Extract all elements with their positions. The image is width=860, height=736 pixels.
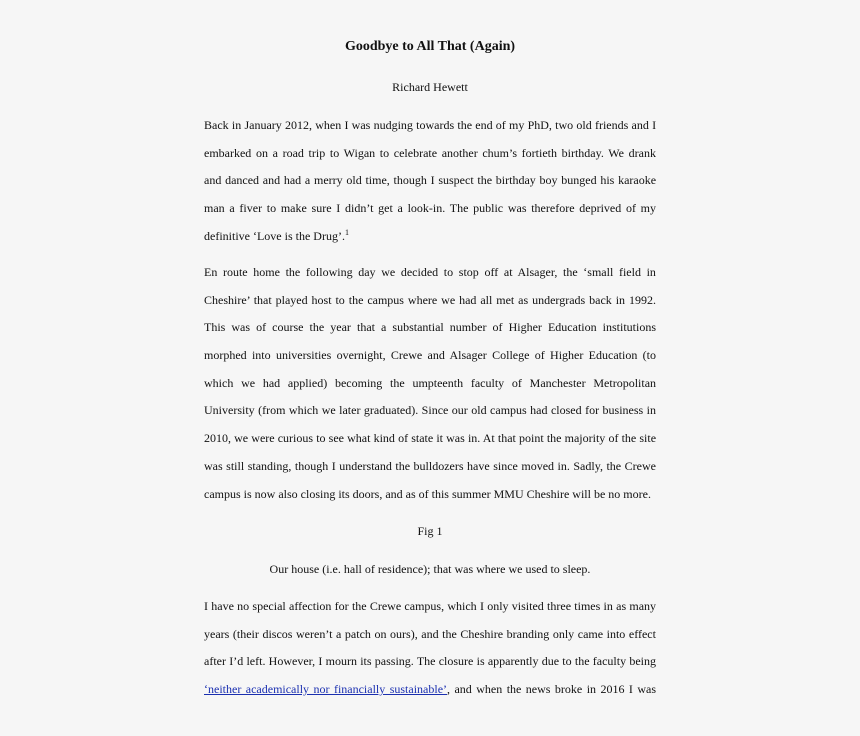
paragraph-line: man a fiver to make sure I didn’t get a look-in. The public was therefore deprived of my xyxy=(204,201,656,216)
paragraph-line: years (their discos weren’t a patch on ours), and the Cheshire branding only came into effect xyxy=(204,626,656,641)
figure-label: Fig 1 xyxy=(417,524,443,538)
citation-link[interactable]: ‘neither academically nor financially sustainable’ xyxy=(204,682,448,697)
paragraph-line: 2010, we were curious to see what kind of state it was in. At that point the majority of the site xyxy=(204,431,657,446)
paragraph-line: campus is now also closing its doors, and as of this summer MMU Cheshire will be no more. xyxy=(204,486,651,501)
paragraph-line: was still standing, though I understand the bulldozers have since moved in. Sadly, the Crewe xyxy=(204,458,656,473)
paragraph-line: embarked on a road trip to Wigan to celebrate another chum’s fortieth birthday. We drank xyxy=(204,145,656,160)
paragraph-line: University (from which we later graduated). Since our old campus had closed for business in xyxy=(204,403,656,418)
paragraph-line-with-link xyxy=(204,681,656,709)
paragraph-line: This was of course the year that a substantial number of Higher Education institutions xyxy=(204,320,657,335)
paragraph-line-last xyxy=(204,228,656,256)
document-title: Goodbye to All That (Again) xyxy=(344,39,516,54)
paragraph-line: Back in January 2012, when I was nudging towards the end of my PhD, two old friends and I xyxy=(204,118,657,132)
paragraph-line: En route home the following day we decided to stop off at Alsager, the ‘small field in xyxy=(204,265,656,279)
paragraph-line: which we had applied) becoming the umpteenth faculty of Manchester Metropolitan xyxy=(204,375,657,390)
paragraph-line: I have no special affection for the Crewe campus, which I only visited three times in as many xyxy=(204,599,657,613)
paragraph-line-text: , and when the news broke in 2016 I was xyxy=(447,682,657,697)
paragraph-line: after I’d left. However, I mourn its passing. The closure is apparently due to the faculty being xyxy=(204,654,656,669)
paragraph-line: morphed into universities overnight, Crewe and Alsager College of Higher Education (to xyxy=(204,348,656,363)
paragraph-2 xyxy=(204,264,656,513)
paragraph-3 xyxy=(204,598,656,709)
paragraph-line-text: definitive ‘Love is the Drug’. xyxy=(204,228,345,243)
paragraph-line: Cheshire’ that played host to the campus where we had all met as undergrads back in 1992. xyxy=(204,292,656,307)
paragraph-1 xyxy=(204,117,656,255)
author-name: Richard Hewett xyxy=(392,80,468,94)
paragraph-line: and danced and had a merry old time, though I suspect the birthday boy bunged his karaoke xyxy=(204,173,657,188)
figure-caption: Our house (i.e. hall of residence); that was where we used to sleep. xyxy=(269,562,591,576)
footnote-reference[interactable]: 1 xyxy=(344,227,349,237)
